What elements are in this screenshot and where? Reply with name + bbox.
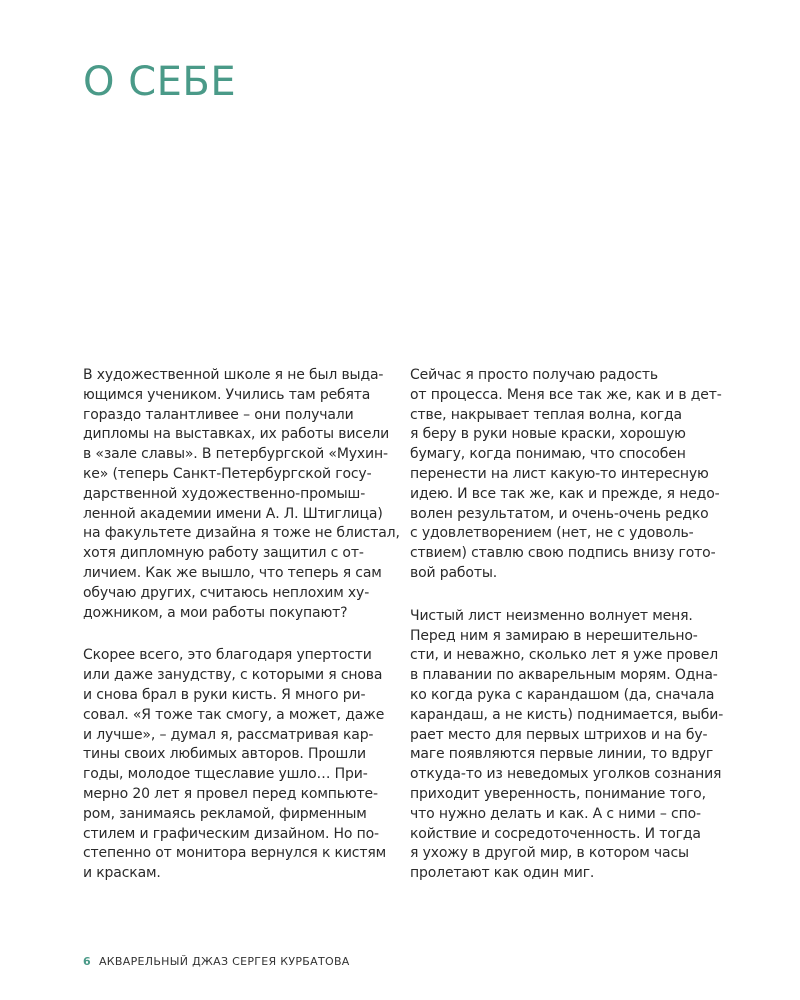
- text-line: в «зале славы». В петербургской «Мухин-: [83, 446, 388, 463]
- text-line: маге появляются первые линии, то вдруг: [410, 746, 714, 763]
- text-line: в плавании по акварельным морям. Одна-: [410, 667, 718, 684]
- text-line: Чистый лист неизменно волнует меня.: [410, 607, 693, 624]
- running-title: АКВАРЕЛЬНЫЙ ДЖАЗ СЕРГЕЯ КУРБАТОВА: [98, 955, 350, 968]
- text-line: рает место для первых штрихов и на бу-: [410, 726, 708, 743]
- paragraph: [410, 366, 728, 584]
- text-line: тины своих любимых авторов. Прошли: [83, 746, 366, 763]
- text-line: с удовлетворением (нет, не с удоволь-: [410, 525, 694, 542]
- text-column-right: [410, 366, 728, 907]
- text-line: и лучше», – думал я, рассматривая кар-: [83, 726, 374, 743]
- text-line: степенно от монитора вернулся к кистям: [83, 845, 387, 862]
- text-line: приходит уверенность, понимание того,: [410, 785, 706, 802]
- text-line: бумагу, когда понимаю, что способен: [410, 446, 686, 463]
- text-line: ко когда рука с карандашом (да, сначала: [410, 686, 715, 703]
- text-line: я ухожу в другой мир, в котором часы: [410, 845, 689, 862]
- paragraph: [83, 646, 401, 884]
- text-line: совал. «Я тоже так смогу, а может, даже: [83, 706, 385, 723]
- text-line: годы, молодое тщеславие ушло… При-: [83, 766, 368, 783]
- text-column-left: [83, 366, 401, 907]
- text-line: и снова брал в руки кисть. Я много ри-: [83, 686, 366, 703]
- text-line: стилем и графическим дизайном. Но по-: [83, 825, 379, 842]
- text-line: что нужно делать и как. А с ними – спо-: [410, 805, 701, 822]
- paragraph: [83, 366, 401, 623]
- text-line: и краскам.: [83, 865, 161, 882]
- text-line: Сейчас я просто получаю радость: [410, 367, 659, 383]
- page-number: 6: [83, 955, 91, 968]
- text-line: или даже занудству, с которыми я снова: [83, 667, 383, 684]
- text-line: личием. Как же вышло, что теперь я сам: [83, 564, 382, 581]
- text-line: ром, занимаясь рекламой, фирменным: [83, 805, 367, 822]
- text-line: идею. И все так же, как и прежде, я недо-: [410, 485, 720, 502]
- paragraph: [410, 607, 728, 884]
- text-line: пролетают как один миг.: [410, 865, 595, 882]
- text-line: волен результатом, и очень-очень редко: [410, 505, 709, 522]
- text-line: гораздо талантливее – они получали: [83, 406, 354, 423]
- text-line: ющимся учеником. Учились там ребята: [83, 386, 371, 403]
- text-line: Перед ним я замираю в нерешительно-: [410, 627, 698, 644]
- text-line: от процесса. Меня все так же, как и в дет-: [410, 386, 722, 403]
- text-line: ствием) ставлю свою подпись внизу гото-: [410, 545, 716, 562]
- text-line: вой работы.: [410, 564, 498, 581]
- text-line: ке» (теперь Санкт-Петербургской госу-: [83, 465, 372, 482]
- text-line: ленной академии имени А. Л. Штиглица): [83, 505, 383, 522]
- text-line: на факультете дизайна я тоже не блистал,: [83, 525, 400, 542]
- text-line: я беру в руки новые краски, хорошую: [410, 426, 686, 443]
- text-line: койствие и сосредоточенность. И тогда: [410, 825, 701, 842]
- text-line: обучаю других, считаюсь неплохим ху-: [83, 584, 370, 601]
- text-line: откуда-то из неведомых уголков сознания: [410, 766, 722, 783]
- text-line: дожником, а мои работы покупают?: [83, 604, 348, 621]
- text-line: хотя дипломную работу защитил с от-: [83, 545, 364, 562]
- text-line: стве, накрывает теплая волна, когда: [410, 406, 682, 423]
- text-line: сти, и неважно, сколько лет я уже провел: [410, 647, 719, 664]
- text-line: Скорее всего, это благодаря упертости: [83, 647, 372, 664]
- page-footer: [83, 955, 350, 969]
- text-line: В художественной школе я не был выда-: [83, 367, 384, 383]
- text-line: мерно 20 лет я провел перед компьюте-: [83, 785, 378, 802]
- text-line: дарственной художественно-промыш-: [83, 485, 366, 502]
- page-title: О СЕБЕ: [83, 59, 237, 105]
- text-line: дипломы на выставках, их работы висели: [83, 426, 390, 443]
- text-line: перенести на лист какую-то интересную: [410, 465, 709, 482]
- text-line: карандаш, а не кисть) поднимается, выби-: [410, 706, 724, 723]
